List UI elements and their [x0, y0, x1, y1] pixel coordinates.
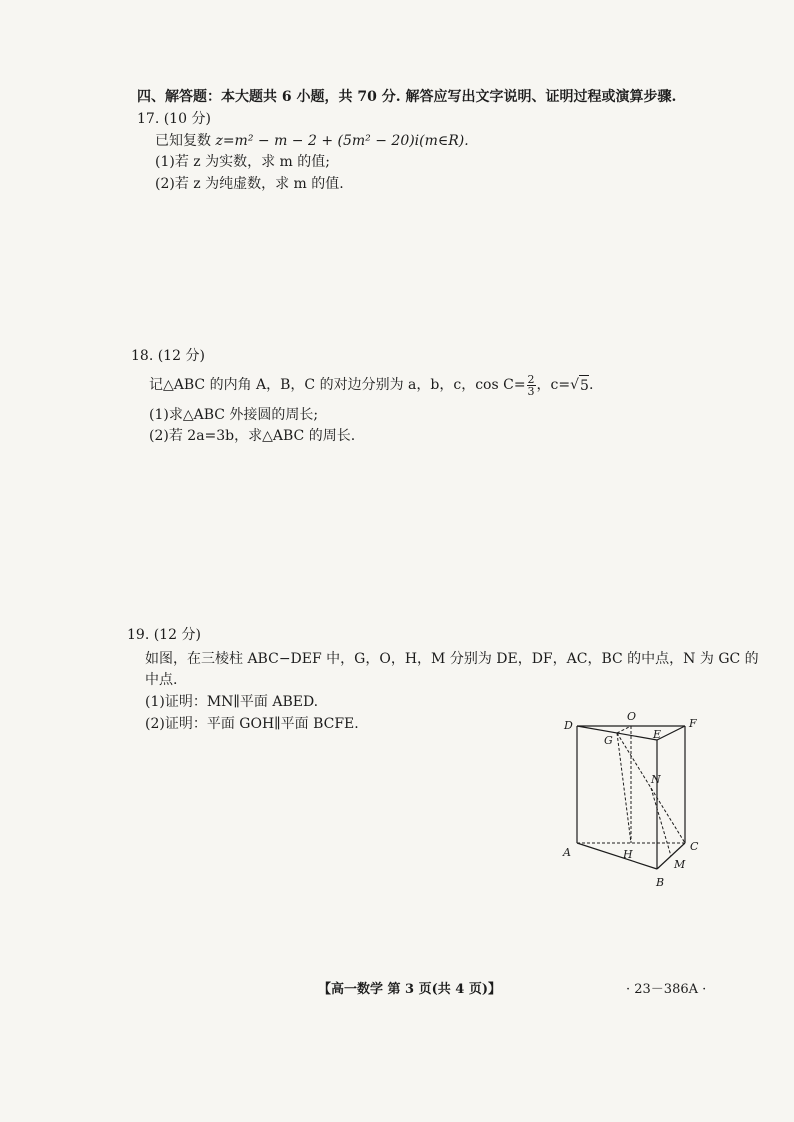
edge-ab [577, 843, 657, 869]
q19-stem-line2: 中点. [145, 672, 178, 688]
q18-stem [149, 372, 593, 398]
label-h: H [623, 848, 633, 861]
label-a: A [563, 846, 571, 859]
footer-code: · 23－386A · [626, 982, 707, 997]
q19-stem-line1: 如图，在三棱柱 ABC−DEF 中，G，O，H，M 分别为 DE，DF，AC，BC 的中点，N 为 GC 的 [145, 651, 759, 667]
q18-stem-end: . [588, 377, 594, 393]
q17-stem-formula: z=m² − m − 2 + (5m² − 20)i(m∈R). [215, 133, 469, 149]
section-header: 四、解答题：本大题共 6 小题，共 70 分. 解答应写出文字说明、证明过程或演算步骤. [137, 89, 677, 105]
label-g: G [604, 734, 613, 747]
q18-stem-mid: ，c= [536, 377, 571, 393]
q18-part1: (1)求△ABC 外接圆的周长; [149, 407, 319, 423]
segment-gh [617, 733, 631, 843]
q18-frac-numerator: 2 [527, 372, 535, 386]
q17-part1: (1)若 z 为实数，求 m 的值; [155, 154, 330, 170]
q18-stem-prefix: 记△ABC 的内角 A，B，C 的对边分别为 a，b，c，cos C= [149, 377, 526, 393]
q18-sqrt-sign: √ [570, 377, 580, 393]
label-e: E [653, 728, 662, 741]
label-d: D [564, 719, 573, 732]
label-c: C [690, 840, 699, 853]
segment-go [617, 726, 631, 733]
label-b: B [656, 876, 665, 889]
label-o: O [627, 710, 637, 723]
label-n: N [651, 773, 661, 786]
q17-part2: (2)若 z 为纯虚数，求 m 的值. [155, 176, 344, 192]
label-f: F [689, 717, 697, 730]
edge-ef [657, 726, 685, 740]
prism-figure [555, 708, 715, 893]
q17-number: 17. (10 分) [137, 111, 211, 127]
footer-page-info: 【高一数学 第 3 页(共 4 页)】 [318, 982, 502, 997]
q17-stem [155, 131, 469, 151]
segment-nm [651, 788, 671, 856]
q17-stem-prefix: 已知复数 [155, 133, 216, 149]
q18-sqrt-value: 5 [579, 375, 589, 396]
q19-part1: (1)证明：MN∥平面 ABED. [145, 694, 319, 710]
q18-frac-denominator: 3 [527, 384, 535, 398]
q19-number: 19. (12 分) [127, 627, 201, 643]
q18-number: 18. (12 分) [131, 348, 205, 364]
q19-part2: (2)证明：平面 GOH∥平面 BCFE. [145, 716, 359, 732]
q18-part2: (2)若 2a=3b，求△ABC 的周长. [149, 428, 356, 444]
label-m: M [674, 858, 686, 871]
q18-cos-fraction [527, 374, 536, 397]
